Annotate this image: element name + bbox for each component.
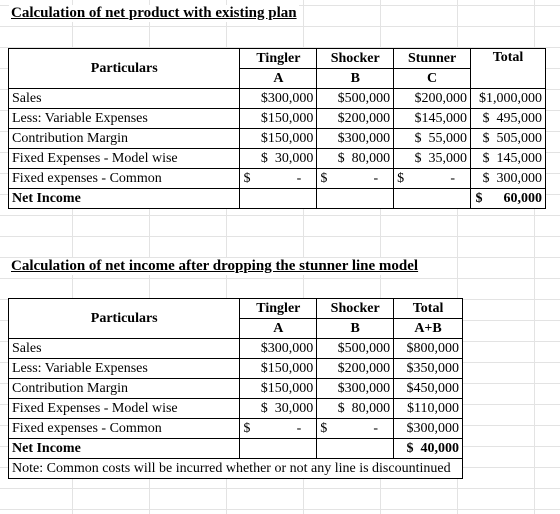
row-label: Less: Variable Expenses [9, 359, 240, 379]
currency-symbol: $ [243, 170, 251, 186]
cell: $800,000 [394, 339, 463, 359]
row-label: Fixed Expenses - Model wise [9, 399, 240, 419]
col-header-name: Total [394, 299, 463, 319]
currency-symbol: $ [320, 170, 328, 186]
col-header-name: Total [471, 49, 546, 89]
col-header-name: Shocker [317, 299, 394, 319]
cell: $ 80,000 [317, 149, 394, 169]
cell: $500,000 [317, 89, 394, 109]
cell [317, 419, 394, 439]
dash: - [373, 420, 379, 436]
cell: $200,000 [317, 359, 394, 379]
cell: $500,000 [317, 339, 394, 359]
cell: $300,000 [317, 129, 394, 149]
cell: $150,000 [240, 379, 317, 399]
cell: $ 300,000 [471, 169, 546, 189]
col-header-code: A [240, 319, 317, 339]
row-label: Sales [9, 89, 240, 109]
row-label: Sales [9, 339, 240, 359]
cell: $ 505,000 [471, 129, 546, 149]
cell: $150,000 [240, 109, 317, 129]
table-row [9, 189, 546, 209]
dash: - [296, 170, 302, 186]
cell: $350,000 [394, 359, 463, 379]
table-row [9, 379, 463, 399]
table1-header-row-1 [9, 49, 546, 69]
col-header-code: A+B [394, 319, 463, 339]
cell [317, 189, 394, 209]
cell: $ 80,000 [317, 399, 394, 419]
col-header-name: Tingler [240, 299, 317, 319]
cell: $ 30,000 [240, 149, 317, 169]
table-row [9, 339, 463, 359]
cell: $300,000 [240, 89, 317, 109]
currency-symbol: $ [397, 170, 405, 186]
note-row [9, 459, 463, 479]
particulars-header: Particulars [9, 49, 240, 89]
col-header-name: Stunner [394, 49, 471, 69]
cell: $150,000 [240, 359, 317, 379]
table-row [9, 129, 546, 149]
cell: $300,000 [240, 339, 317, 359]
cell: $145,000 [394, 109, 471, 129]
table-row [9, 109, 546, 129]
note-text: Note: Common costs will be incurred whether or not any line is discountinued [9, 459, 463, 479]
table-row [9, 419, 463, 439]
cell [240, 419, 317, 439]
table1 [8, 48, 546, 209]
col-header-name: Tingler [240, 49, 317, 69]
dash: - [450, 170, 455, 186]
cell: $450,000 [394, 379, 463, 399]
table-row [9, 359, 463, 379]
cell [394, 169, 471, 189]
table2-title: Calculation of net income after dropping the stunner line model [11, 258, 419, 274]
table2 [8, 298, 463, 479]
row-label: Contribution Margin [9, 379, 240, 399]
table-row [9, 439, 463, 459]
table1-title: Calculation of net product with existing plan [11, 5, 297, 21]
col-header-code: B [317, 69, 394, 89]
dash: - [296, 420, 302, 436]
currency-symbol: $ [243, 420, 251, 436]
table-row [9, 399, 463, 419]
row-label: Net Income [9, 189, 240, 209]
col-header-name: Shocker [317, 49, 394, 69]
cell [317, 169, 394, 189]
table-row [9, 89, 546, 109]
dash: - [373, 170, 379, 186]
net-income-total: $ 40,000 [394, 439, 463, 459]
cell: $200,000 [317, 109, 394, 129]
row-label: Less: Variable Expenses [9, 109, 240, 129]
table2-header-row-1 [9, 299, 463, 319]
cell: $300,000 [317, 379, 394, 399]
row-label: Fixed Expenses - Model wise [9, 149, 240, 169]
table-row [9, 169, 546, 189]
cell [317, 439, 394, 459]
row-label: Net Income [9, 439, 240, 459]
cell: $300,000 [394, 419, 463, 439]
cell: $150,000 [240, 129, 317, 149]
row-label: Fixed expenses - Common [9, 169, 240, 189]
col-header-code: C [394, 69, 471, 89]
cell: $ 30,000 [240, 399, 317, 419]
currency-symbol: $ [320, 420, 328, 436]
table-row [9, 149, 546, 169]
cell: $110,000 [394, 399, 463, 419]
net-income-total: $ 60,000 [471, 189, 546, 209]
cell: $ 495,000 [471, 109, 546, 129]
cell [240, 439, 317, 459]
cell [394, 189, 471, 209]
cell: $ 55,000 [394, 129, 471, 149]
particulars-header: Particulars [9, 299, 240, 339]
cell [240, 189, 317, 209]
cell: $ 145,000 [471, 149, 546, 169]
col-header-code: A [240, 69, 317, 89]
cell: $ 35,000 [394, 149, 471, 169]
row-label: Contribution Margin [9, 129, 240, 149]
cell: $1,000,000 [471, 89, 546, 109]
col-header-code: B [317, 319, 394, 339]
cell [240, 169, 317, 189]
row-label: Fixed expenses - Common [9, 419, 240, 439]
cell: $200,000 [394, 89, 471, 109]
